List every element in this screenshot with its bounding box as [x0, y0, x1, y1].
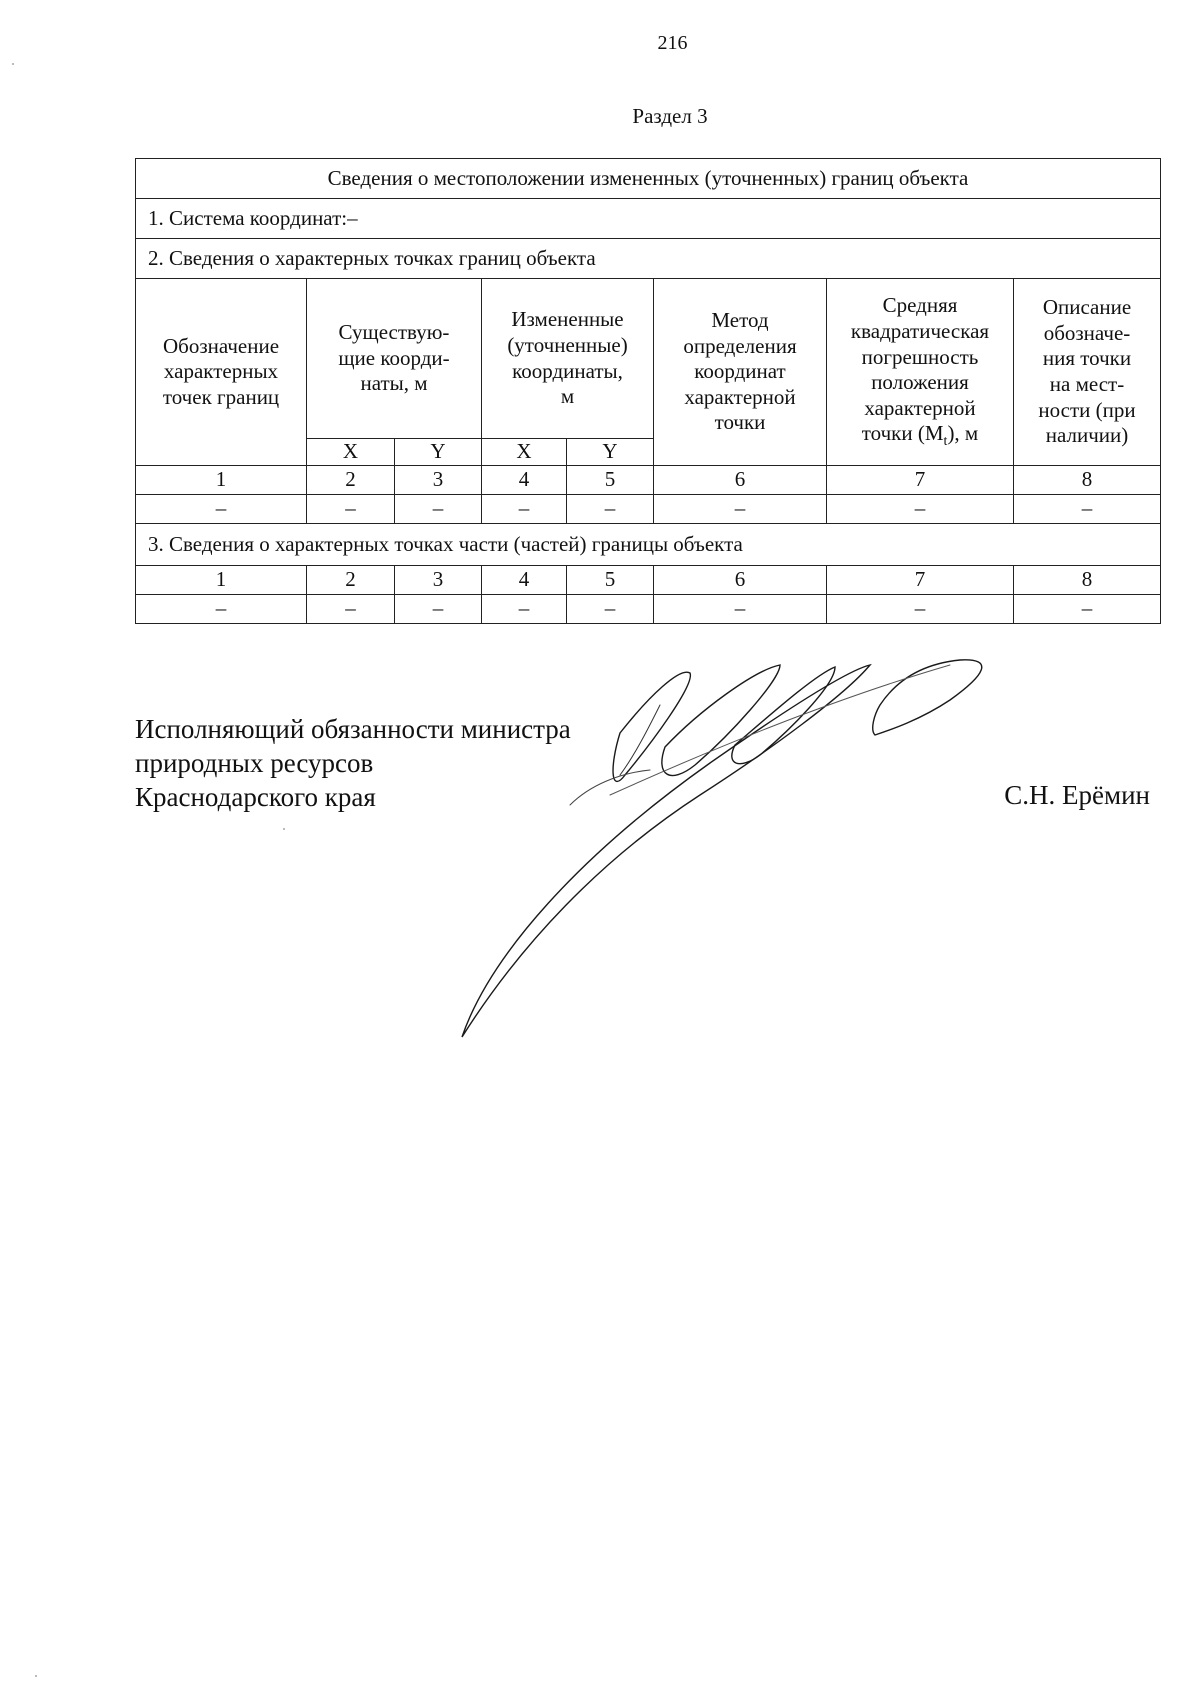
dash-row: [136, 495, 1161, 524]
table-cell: –: [1014, 595, 1161, 624]
table-cell: –: [136, 495, 307, 524]
page-number: 216: [657, 32, 688, 54]
header-method: Метод определения координат характерной точки: [654, 279, 827, 466]
scan-speck: [35, 1675, 37, 1677]
header-existing-coords: Существую- щие коорди- наты, м: [307, 279, 482, 439]
table-cell: –: [395, 495, 482, 524]
table-cell: 2: [307, 566, 395, 595]
dash-row-2: [136, 595, 1161, 624]
table-cell: –: [567, 495, 654, 524]
table-cell: –: [307, 495, 395, 524]
table-cell: 5: [567, 566, 654, 595]
table-cell: 3: [395, 466, 482, 495]
table-cell: 1: [136, 466, 307, 495]
position-line: Краснодарского края: [135, 782, 376, 812]
handwritten-signature: [450, 655, 1120, 1055]
boundary-table: [135, 158, 1161, 624]
table-cell: –: [395, 595, 482, 624]
table-cell: 4: [482, 566, 567, 595]
header-y-changed: Y: [567, 439, 654, 466]
scan-speck: [12, 63, 14, 65]
header-mean-error: Средняя квадратическая погрешность положения характерной точки $(M_t)$, м: [827, 279, 1014, 466]
table-cell: 8: [1014, 566, 1161, 595]
table-cell: 5: [567, 466, 654, 495]
scan-speck: [283, 828, 285, 830]
header-x-existing: X: [307, 439, 395, 466]
table-cell: 6: [654, 566, 827, 595]
table-cell: 2: [307, 466, 395, 495]
header-designation: Обозначение характерных точек границ: [136, 279, 307, 466]
points-section-title: 2. Сведения о характерных точках границ объекта: [136, 239, 1161, 279]
table-title: Сведения о местоположении измененных (уточненных) границ объекта: [136, 159, 1161, 199]
position-line: природных ресурсов: [135, 748, 374, 778]
table-cell: 7: [827, 566, 1014, 595]
column-numbers-row-2: [136, 566, 1161, 595]
table-cell: –: [136, 595, 307, 624]
table-cell: –: [482, 495, 567, 524]
coordinate-system-row: 1. Система координат:–: [136, 199, 1161, 239]
table-cell: –: [654, 595, 827, 624]
header-y-existing: Y: [395, 439, 482, 466]
section-title: Раздел 3: [632, 104, 708, 128]
table-cell: –: [1014, 495, 1161, 524]
table-cell: –: [827, 595, 1014, 624]
table-cell: 3: [395, 566, 482, 595]
table-cell: 8: [1014, 466, 1161, 495]
table-cell: 6: [654, 466, 827, 495]
table-cell: –: [567, 595, 654, 624]
table-cell: 1: [136, 566, 307, 595]
signer-name: С.Н. Ерёмин: [1004, 780, 1150, 810]
table-cell: 4: [482, 466, 567, 495]
position-line: Исполняющий обязанности министра: [135, 714, 571, 744]
table-cell: –: [307, 595, 395, 624]
column-numbers-row: [136, 466, 1161, 495]
parts-section-title: 3. Сведения о характерных точках части (частей) границы объекта: [136, 524, 1161, 566]
table-cell: –: [827, 495, 1014, 524]
table-cell: –: [482, 595, 567, 624]
table-cell: –: [654, 495, 827, 524]
header-changed-coords: Измененные (уточненные) координаты, м: [482, 279, 654, 439]
header-description: Описание обозначе- ния точки на мест- ности (при наличии): [1014, 279, 1161, 466]
header-x-changed: X: [482, 439, 567, 466]
table-cell: 7: [827, 466, 1014, 495]
